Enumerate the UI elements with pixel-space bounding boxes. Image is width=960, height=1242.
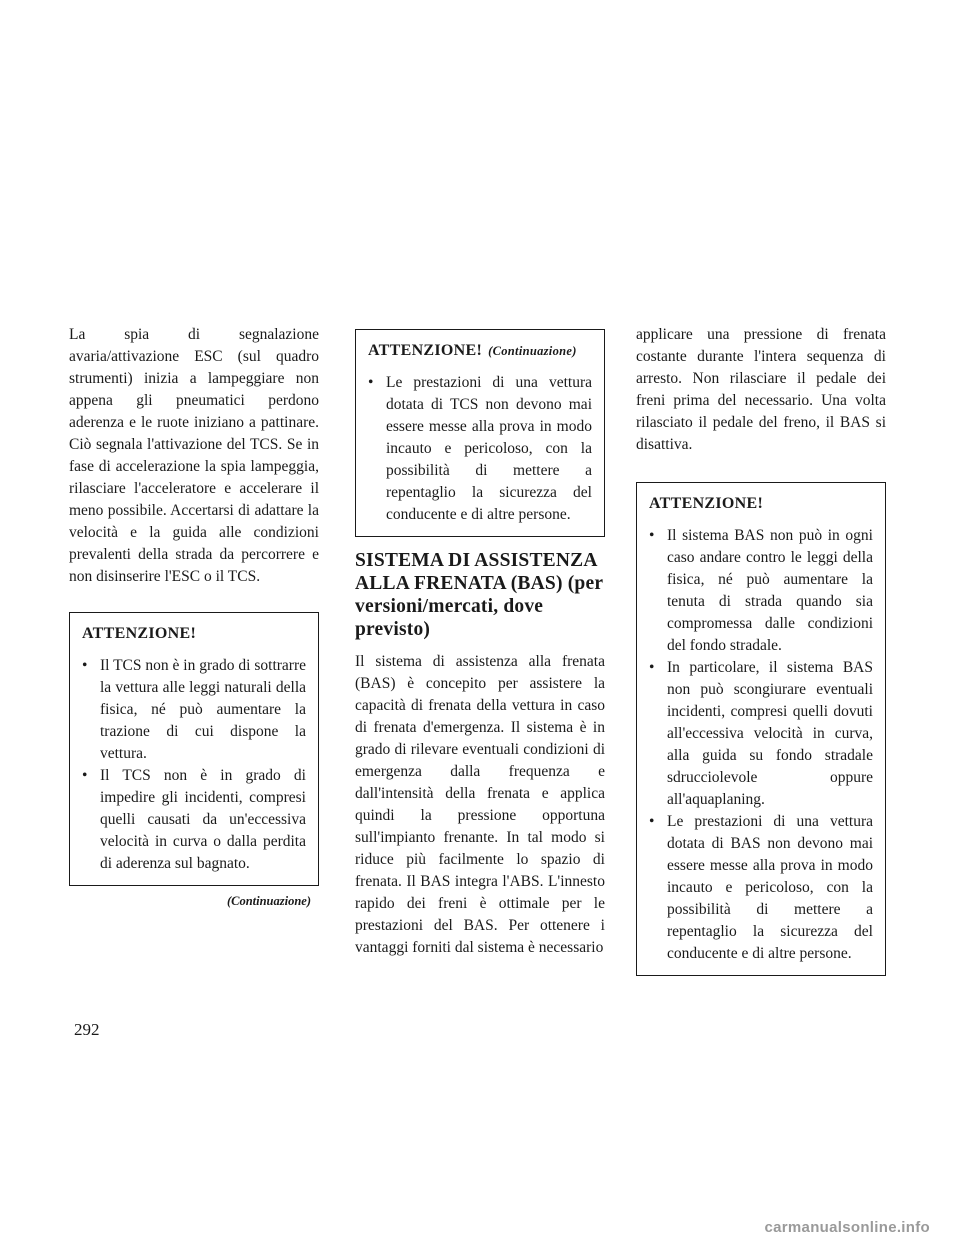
- warning-item: • Il TCS non è in grado di sottrarre la vettura alle leggi naturali della fisica, né può aumentare la trazione di cui dispone la vettura.: [82, 655, 306, 765]
- warning-list: [649, 525, 873, 965]
- warning-item: • Il TCS non è in grado di impedire gli incidenti, compresi quelli causati da un'eccessiva velocità in curva o dalla perdita di aderenza sul bagnato.: [82, 765, 306, 875]
- warning-title: ATTENZIONE!: [82, 625, 197, 642]
- warning-box-continued: [355, 329, 605, 537]
- warning-box: [636, 482, 886, 976]
- page-number: 292: [74, 1020, 100, 1039]
- section-heading: SISTEMA DI ASSISTENZA ALLA FRENATA (BAS) (per versioni/mercati, dove previsto): [355, 550, 603, 640]
- body-paragraph: La spia di segnalazione avaria/attivazione ESC (sul quadro strumenti) inizia a lampeggiare non appena gli pneumatici perdono aderenza e le ruote iniziano a pattinare. Ciò segnala l'attivazione del TCS. Se in fase di accelerazione la spia lampeggia, rilasciare l'acceleratore e accelerare il meno possibile. Accertarsi di adattare la velocità e la guida alle condizioni prevalenti della strada da percorrere e non disinserire l'ESC o il TCS.: [69, 326, 319, 585]
- warning-item: • Il sistema BAS non può in ogni caso andare contro le leggi della fisica, né può aumentare la tenuta di strada quando sia compromessa dalle condizioni del fondo stradale.: [649, 525, 873, 657]
- watermark: carmanualsonline.info: [764, 1219, 930, 1236]
- warning-title: ATTENZIONE!: [649, 495, 764, 512]
- column-left: [69, 324, 319, 912]
- column-middle: [355, 329, 605, 959]
- warning-item: • In particolare, il sistema BAS non può scongiurare eventuali incidenti, compresi quelli dovuti all'eccessiva velocità in curva, alla guida su fondo stradale sdrucciolevole oppure all'aquaplaning.: [649, 657, 873, 811]
- body-paragraph: applicare una pressione di frenata costante durante l'intera sequenza di arresto. Non rilasciare il pedale dei freni prima del necessario. Una volta rilasciato il pedale del freno, il BAS si disattiva.: [636, 326, 886, 453]
- column-right: [636, 324, 886, 976]
- warning-list: [368, 372, 592, 526]
- warning-list: [82, 655, 306, 875]
- warning-title: ATTENZIONE! (Continuazione): [368, 342, 577, 359]
- continued-label: (Continuazione): [488, 344, 577, 358]
- body-paragraph: Il sistema di assistenza alla frenata (BAS) è concepito per assistere la capacità di frenata della vettura in caso di frenata d'emergenza. Il sistema è in grado di rilevare eventuali condizioni di emergenza dalla frequenza e dall'intensità della frenata e applica quindi la pressione opportuna sull'impianto frenante. In tal modo si riduce più facilmente lo spazio di frenata. Il BAS integra l'ABS. L'innesto rapido dei freni è ottimale per le prestazioni del BAS. Per ottenere i vantaggi forniti dal sistema è necessario: [355, 653, 605, 956]
- warning-item: • Le prestazioni di una vettura dotata di BAS non devono mai essere messe alla prova in modo incauto e pericoloso, con la possibilità di mettere a repentaglio la sicurezza del conducente e di altre persone.: [649, 811, 873, 965]
- warning-item: • Le prestazioni di una vettura dotata di TCS non devono mai essere messe alla prova in modo incauto e pericoloso, con la possibilità di mettere a repentaglio la sicurezza del conducente e di altre persone.: [368, 372, 592, 526]
- warning-box: [69, 612, 319, 886]
- continued-note: (Continuazione): [226, 894, 311, 908]
